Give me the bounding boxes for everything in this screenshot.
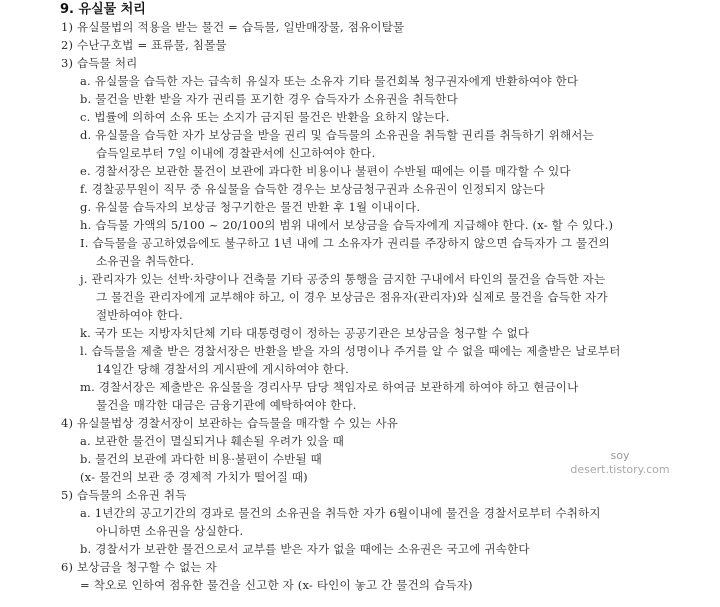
item-6: 6) 보상금을 청구할 수 없는 자 bbox=[61, 560, 217, 574]
item-3l-cont: 14일간 당해 경찰서의 게시판에 게시하여야 한다. bbox=[96, 362, 350, 376]
item-3i: I. 습득물을 공고하였음에도 불구하고 1년 내에 그 소유자가 권리를 주장하지 않으면 습득자가 그 물건의 bbox=[80, 236, 610, 250]
watermark-name: soy bbox=[610, 449, 630, 462]
section-title: 9. 유실물 처리 bbox=[60, 2, 146, 17]
watermark bbox=[560, 449, 680, 477]
item-4b: b. 물건의 보관에 과다한 비용·불편이 수반될 때 bbox=[80, 452, 322, 466]
item-1: 1) 유실물법의 적용을 받는 물건 = 습득물, 일반매장물, 점유이탈물 bbox=[61, 20, 405, 34]
item-4: 4) 유실물법상 경찰서장이 보관하는 습득물을 매각할 수 있는 사유 bbox=[61, 416, 399, 430]
item-4-note: (x- 물건의 보관 중 경제적 가치가 떨어질 때) bbox=[80, 470, 308, 484]
item-3h: h. 습득물 가액의 5/100 ~ 20/100의 범위 내에서 보상금을 습득자에게 지급해야 한다. (x- 할 수 있다.) bbox=[80, 218, 614, 232]
item-5: 5) 습득물의 소유권 취득 bbox=[61, 488, 187, 502]
item-4a: a. 보관한 물건이 멸실되거나 훼손될 우려가 있을 때 bbox=[80, 434, 345, 448]
item-3d-cont: 습득일로부터 7일 이내에 경찰관서에 신고하여야 한다. bbox=[96, 146, 376, 160]
item-3b: b. 물건을 반환 받을 자가 권리를 포기한 경우 습득자가 소유권을 취득한다 bbox=[80, 92, 458, 106]
item-3l: l. 습득물을 제출 받은 경찰서장은 반환을 받을 자의 성명이나 주거를 알 수 없을 때에는 제출받은 날로부터 bbox=[80, 344, 621, 358]
item-3k: k. 국가 또는 지방자치단체 기타 대통령령이 정하는 공공기관은 보상금을 청구할 수 없다 bbox=[80, 326, 530, 340]
item-3: 3) 습득물 처리 bbox=[61, 56, 138, 70]
watermark-site: desert.tistory.com bbox=[570, 463, 670, 476]
item-2: 2) 수난구호법 = 표류물, 침몰물 bbox=[61, 38, 227, 52]
item-3j-cont: 그 물건을 관리자에게 교부해야 하고, 이 경우 보상금은 점유자(관리자)와 실제로 물건을 습득한 자가 bbox=[96, 290, 608, 304]
item-3a: a. 유실물을 습득한 자는 급속히 유실자 또는 소유자 기타 물건회복 청구권자에게 반환하여야 한다 bbox=[80, 74, 579, 88]
item-3d: d. 유실물을 습득한 자가 보상금을 받을 권리 및 습득물의 소유권을 취득할 권리를 취득하기 위해서는 bbox=[80, 128, 594, 142]
item-3i-cont: 소유권을 취득한다. bbox=[96, 254, 195, 268]
item-3j: j. 관리자가 있는 선박·차량이나 건축물 기타 공중의 통행을 금지한 구내에서 타인의 물건을 습득한 자는 bbox=[80, 272, 606, 286]
item-3e: e. 경찰서장은 보관한 물건이 보관에 과다한 비용이나 불편이 수반될 때에는 이를 매각할 수 있다 bbox=[80, 164, 571, 178]
item-5a-cont: 아니하면 소유권을 상실한다. bbox=[96, 524, 244, 538]
item-6-note: = 착오로 인하여 점유한 물건을 신고한 자 (x- 타인이 놓고 간 물건의 습득자) bbox=[80, 578, 473, 592]
item-3m: m. 경찰서장은 제출받은 유실물을 경리사무 담당 책임자로 하여금 보관하게 하여야 하고 현금이나 bbox=[80, 380, 579, 394]
item-3j-cont2: 절반하여야 한다. bbox=[96, 308, 183, 322]
item-3m-cont: 물건을 매각한 대금은 금융기관에 예탁하여야 한다. bbox=[96, 398, 357, 412]
item-5a: a. 1년간의 공고기간의 경과로 물건의 소유권을 취득한 자가 6월이내에 물건을 경찰서로부터 수취하지 bbox=[80, 506, 601, 520]
item-3g: g. 유실물 습득자의 보상금 청구기한은 물건 반환 후 1월 이내이다. bbox=[80, 200, 421, 214]
item-3f: f. 경찰공무원이 직무 중 유실물을 습득한 경우는 보상금청구권과 소유권이 인정되지 않는다 bbox=[80, 182, 545, 196]
item-3c: c. 법률에 의하여 소유 또는 소지가 금지된 물건은 반환을 요하지 않는다. bbox=[80, 110, 450, 124]
item-5b: b. 경찰서가 보관한 물건으로서 교부를 받은 자가 없을 때에는 소유권은 국고에 귀속한다 bbox=[80, 542, 530, 556]
